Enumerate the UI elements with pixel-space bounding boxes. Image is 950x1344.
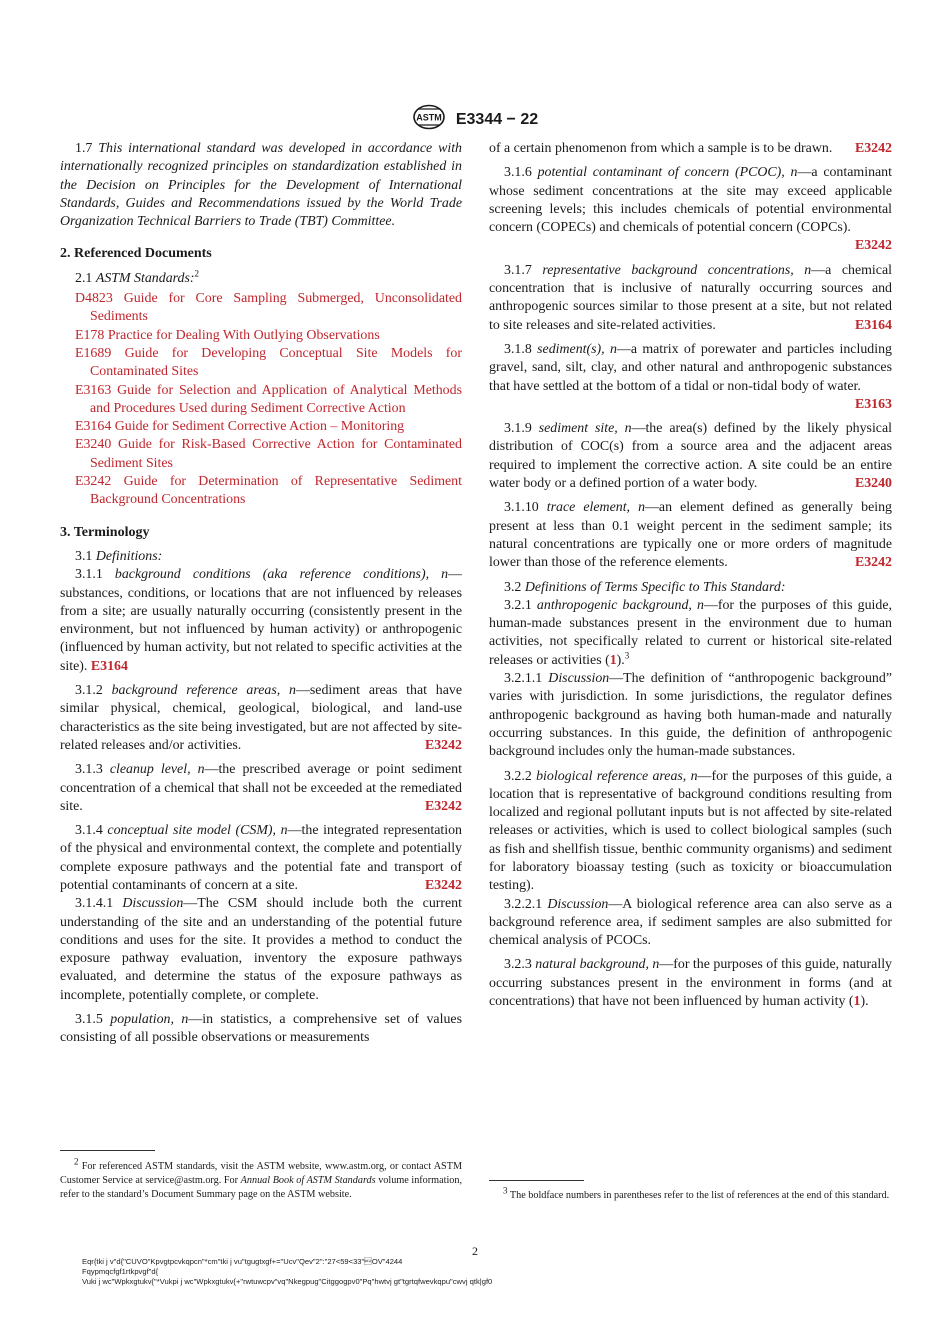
section-number: 3.1.4.1 [75, 896, 114, 912]
term: cleanup level, n [109, 762, 205, 778]
footnote-text: The boldface numbers in parentheses refer to the list of references at the end of this standard. [509, 1190, 890, 1201]
definition-text: —in statistics, a comprehensive set of values consisting of all possible observations or measurements [60, 1012, 462, 1046]
definition-3-1-9 [489, 420, 892, 493]
definition-3-1-8 [489, 341, 892, 414]
ref-title[interactable]: Guide for Developing Conceptual Site Models for Contaminated Sites [90, 345, 462, 380]
page-header [0, 104, 950, 135]
definition-3-1-7 [489, 262, 892, 335]
definition-3-2-1 [489, 597, 892, 670]
ref-code[interactable]: E3164 [75, 419, 112, 435]
discussion-3-1-4-1 [60, 895, 462, 1005]
section-number: 3.1 [75, 548, 93, 564]
ref-title[interactable]: Practice for Dealing With Outlying Observations [107, 327, 380, 343]
subsection-label: Definitions: [95, 548, 163, 564]
ref-item[interactable] [60, 345, 462, 382]
section-number: 3.1.1 [75, 567, 103, 583]
section-heading-terminology: 3. Terminology [60, 524, 150, 540]
term: natural background, n [535, 957, 660, 973]
definition-text: —for the purposes of this guide, a location that is representative of background conditions resulting from localized and regional pollutant inputs but is not affected by site-related releases or activities, which is used to collect biological samples (such as fish and shellfish tissue, benthic community organisms) and sediment for laboratory bioassay testing (such as toxicity or bioaccumulation testing). [489, 768, 892, 894]
ref-item[interactable] [60, 436, 462, 473]
discussion-text: —The CSM should include both the current understanding of the site and an understanding of the potential future conditions and uses for the site. It provides a method to conduct the exposure pathway evaluation, inventory the exposure pathways evaluated, and determine the status of the exposure pathways as incomplete, potentially complete, or complete. [60, 896, 462, 1003]
source-ref-link[interactable]: E3242 [424, 798, 462, 814]
definition-3-1-1 [60, 566, 462, 676]
referenced-standards-list [60, 290, 462, 510]
term: representative background concentrations, n [542, 262, 812, 278]
standard-designation: E3344 − 22 [455, 110, 539, 128]
definition-3-1-5-continued [489, 140, 892, 158]
section-number: 3.2.1.1 [504, 671, 543, 687]
section-number: 3.2 [504, 579, 522, 595]
term: biological reference areas, n [536, 768, 698, 784]
source-ref-link[interactable]: E3164 [854, 317, 892, 333]
ref-code[interactable]: E3242 [75, 474, 112, 490]
definition-3-1-4 [60, 822, 462, 895]
section-number: 3.2.3 [504, 957, 532, 973]
svg-text:ASTM: ASTM [416, 112, 442, 123]
astm-standards-label [60, 270, 462, 288]
source-ref-link[interactable]: E3242 [854, 238, 892, 254]
term: potential contaminant of concern (PCOC), n [537, 165, 798, 181]
section-number: 3.2.1 [504, 597, 532, 613]
section-number: 3.1.4 [75, 823, 103, 839]
source-ref-link[interactable]: E3240 [854, 476, 892, 492]
term: sediment(s), n [537, 341, 617, 357]
section-number: 3.1.9 [504, 421, 532, 437]
term: background conditions (aka reference conditions), n [114, 567, 449, 583]
ref-title[interactable]: Guide for Sediment Corrective Action – Monitoring [114, 419, 405, 435]
definition-text: —the prescribed average or point sediment concentration of a chemical that shall not be exceeded at the remediated site. [60, 762, 462, 814]
ref-code[interactable]: E178 [75, 327, 105, 343]
definition-text: —the area(s) defined by the likely physical distribution of COC(s) from a source area and the adjacent areas required to implement the corrective action. A site could be an entire water body or a defined portion of a water body. [489, 421, 892, 492]
definition-3-1-2 [60, 682, 462, 755]
source-ref-link[interactable]: E3242 [424, 737, 462, 753]
footnote-italic: Annual Book of ASTM Standards [240, 1174, 376, 1186]
definition-text: —sediment areas that have similar physical, chemical, geological, biological, and land-use characteristics as the site being investigated, but are not affected by site-related releases and/or activities. [60, 683, 462, 753]
ref-code[interactable]: E3240 [75, 437, 112, 453]
footnote-rule [489, 1180, 584, 1181]
definition-text: of a certain phenomenon from which a sample is to be drawn. [489, 141, 833, 156]
license-line: Vuki j wc"Wpkxgtukv{"*Vukpi j wc"Wpkxgtukv{+"rwtuwcpv"vq"Nkegpug"Citggogpv0"Pq"hwtvj gt"tgrtqfwevkqpu"cwvj qtk|gf0 [82, 1277, 493, 1286]
definition-text: —a matrix of porewater and particles including gravel, sand, silt, clay, and other natural and anthropogenic substances that have settled at the bottom of a tidal or non-tidal body of water. [489, 341, 892, 394]
term: background reference areas, n [111, 683, 296, 699]
footnote-rule [60, 1150, 155, 1151]
section-number: 3.1.5 [75, 1012, 103, 1028]
license-line: Fqypmqcfgf1rtkpvgf"d{ [82, 1267, 159, 1276]
astm-logo-icon [412, 104, 446, 135]
discussion-3-2-1-1 [489, 670, 892, 761]
source-ref-link[interactable]: E3242 [424, 877, 462, 893]
term: conceptual site model (CSM), n [107, 823, 288, 839]
right-column [489, 140, 892, 1017]
section-number: 3.2.2 [504, 768, 532, 784]
paragraph-text: This international standard was developed in accordance with internationally recognized principles on standardization established in the Decision on Principles for the Development of International Standards, Guides and Recommendations issued by the World Trade Organization Technical Barriers to Trade (TBT) Committee. [60, 141, 462, 230]
ref-title[interactable]: Guide for Core Sampling Submerged, Unconsolidated Sediments [90, 291, 462, 325]
definition-3-1-6 [489, 164, 892, 255]
license-footer [82, 1257, 492, 1287]
ref-title[interactable]: Guide for Selection and Application of Analytical Methods and Procedures Used during Sediment Corrective Action [90, 382, 462, 416]
ref-code[interactable]: D4823 [75, 291, 113, 307]
discussion-text: —A biological reference area can also serve as a background reference area, if sediment samples are also submitted for chemical analysis of PCOCs. [489, 896, 892, 949]
footnote-marker: 2 [74, 1156, 79, 1167]
source-ref-link[interactable]: E3242 [854, 141, 892, 156]
definition-3-1-5 [60, 1011, 462, 1048]
section-number: 3.1.8 [504, 341, 532, 357]
section-number: 3.1.7 [504, 262, 532, 278]
subsection-label: Definitions of Terms Specific to This Standard: [524, 579, 786, 595]
ref-item[interactable] [60, 473, 462, 510]
ref-title[interactable]: Guide for Determination of Representative Sediment Background Concentrations [90, 474, 462, 508]
ref-item[interactable] [60, 418, 462, 436]
discussion-label: Discussion [122, 896, 184, 912]
definition-text: —an element defined as generally being present at less than 0.1 weight percent in the sediment sample; its natural concentrations are typically one or more orders of magnitude lower than those of the reference elements. [489, 500, 892, 571]
definitions-specific-label [489, 579, 892, 597]
reference-citation-link[interactable]: 1 [609, 652, 617, 668]
left-column [60, 140, 462, 1054]
definition-3-2-2 [489, 768, 892, 896]
footnote-text: volume information, refer to the standard’s Document Summary page on the ASTM website. [60, 1174, 463, 1200]
term: trace element, n [546, 500, 646, 516]
definition-text: —substances, conditions, or locations that are not influenced by releases from a site; are usually naturally occurring (consistently present in the environment, but not influenced by human activity) or anthropogenic (influenced by human activity, but not related to specific activities at the site). [60, 567, 462, 674]
footnote-2 [60, 1156, 463, 1201]
paragraph-1-7 [60, 140, 462, 231]
definition-3-1-3 [60, 761, 462, 816]
section-number: 3.1.10 [504, 500, 539, 516]
page-number: 2 [472, 1244, 478, 1258]
footnote-marker: 3 [503, 1185, 508, 1196]
term: sediment site, n [538, 421, 632, 437]
definition-text: —the integrated representation of the physical and environmental context, the complete and potentially complete exposure pathways and the potential fate and transport of potential contaminants of concern at a site. [60, 823, 462, 893]
definition-3-1-10 [489, 499, 892, 572]
definition-text: —a contaminant whose sediment concentrations at the site may exceed applicable screening levels; this includes chemicals of potential environmental concern (COPECs) and chemicals of potential concern (COPCs). [489, 165, 892, 236]
definition-text-end: ). [616, 652, 625, 668]
ref-item[interactable] [60, 327, 462, 345]
discussion-3-2-2-1 [489, 896, 892, 951]
source-ref-link[interactable]: E3164 [90, 658, 128, 674]
ref-item[interactable] [60, 382, 462, 419]
term: population, n [110, 1012, 189, 1028]
definition-text-end: ). [860, 994, 869, 1010]
footnote-3 [489, 1185, 892, 1203]
footnote-marker: 3 [624, 650, 630, 661]
ref-item[interactable] [60, 290, 462, 327]
ref-title[interactable]: Guide for Risk-Based Corrective Action for Contaminated Sediment Sites [90, 437, 462, 471]
definitions-label [60, 548, 462, 566]
discussion-text: —The definition of “anthropogenic background” varies with jurisdiction. In some jurisdictions, the regulator defines anthropogenic background as having both human-made and naturally occurring substances. In this guide, the definition of anthropogenic background includes only the human-made substances. [489, 671, 892, 760]
section-number: 1.7 [75, 141, 93, 156]
section-number: 3.1.2 [75, 683, 103, 699]
section-heading-referenced-documents: 2. Referenced Documents [60, 246, 212, 262]
term: anthropogenic background, n [536, 597, 704, 613]
discussion-label: Discussion [547, 896, 609, 912]
source-ref-link[interactable]: E3242 [854, 555, 892, 571]
footnote-marker: 2 [194, 268, 200, 279]
subsection-label: ASTM Standards: [95, 270, 195, 286]
section-number: 2.1 [75, 270, 93, 286]
definition-text: —a chemical concentration that is inclusive of naturally occurring sources and anthropogenic sources similar to those present at a site, but not related to site releases and site-related activities. [489, 262, 892, 333]
definition-text: —for the purposes of this guide, human-made substances present in the environment due to human activities, not specifically related to current or historical site-related releases or activities ( [489, 597, 892, 668]
section-number: 3.2.2.1 [504, 896, 543, 912]
definition-text: —for the purposes of this guide, naturally occurring substances present in the environment in forms (and at concentrations) that have not been influenced by human activity ( [489, 957, 892, 1010]
ref-code[interactable]: E3163 [75, 382, 112, 398]
discussion-label: Discussion [548, 671, 610, 687]
definition-3-2-3 [489, 956, 892, 1011]
source-ref-link[interactable]: E3163 [854, 396, 892, 412]
section-number: 3.1.3 [75, 762, 103, 778]
license-line: Eqr{tki j v"d{"CUVO"Kpvgtpcvkqpcn"*cm"tki j vu"tgugtxgf+="Ucv"Qev"2":"27<59<33"OV"4244 [82, 1257, 403, 1266]
reference-citation-link[interactable]: 1 [853, 994, 861, 1010]
footnote-text: For referenced ASTM standards, visit the ASTM website, www.astm.org, or contact ASTM Customer Service at service@astm.org. For [60, 1161, 463, 1186]
ref-code[interactable]: E1689 [75, 345, 112, 361]
section-number: 3.1.6 [504, 165, 532, 181]
